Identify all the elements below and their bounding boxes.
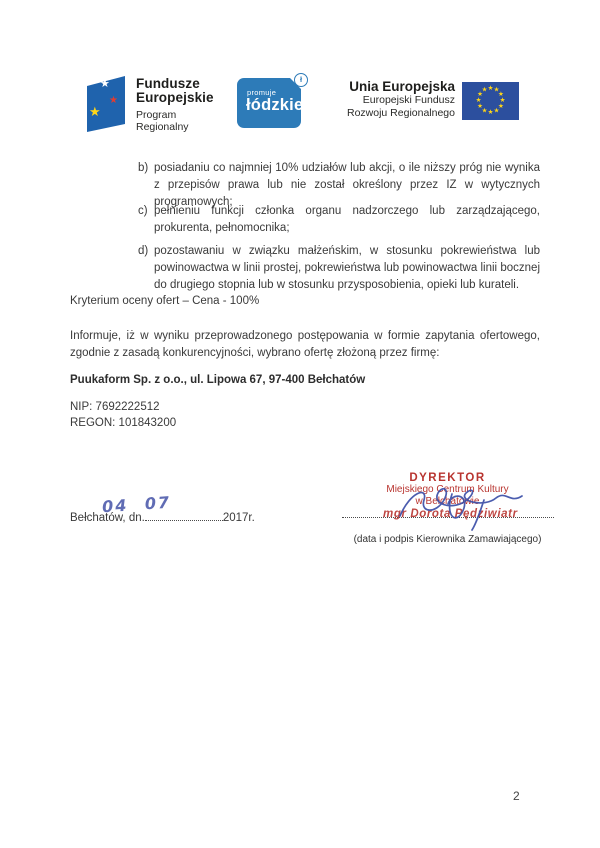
list-item-b-text: posiadaniu co najmniej 10% udziałów lub akcji, o ile niższy próg nie wynika z przepisów prawa lub nie został określony przez IZ w wytycznych programowych; bbox=[154, 162, 540, 208]
eu-flag-star: ★ bbox=[493, 107, 500, 115]
unia-subtitle-line1: Europejski Fundusz bbox=[362, 94, 455, 106]
eu-flag-star: ★ bbox=[499, 97, 506, 104]
lodzkie-badge bbox=[237, 78, 304, 128]
fundusze-logo-text bbox=[136, 77, 230, 133]
list-item-c-label: c) bbox=[138, 205, 148, 217]
eu-flag-star: ★ bbox=[487, 85, 494, 92]
eu-flag-star: ★ bbox=[497, 103, 504, 110]
list-item-d bbox=[138, 243, 540, 294]
stamp-org-line1: Miejskiego Centrum Kultury bbox=[386, 484, 509, 495]
stamp-title: DYREKTOR bbox=[409, 472, 486, 484]
handwritten-signature bbox=[388, 480, 538, 532]
fundusze-subtitle: Program Regionalny bbox=[136, 109, 189, 133]
list-item-b-label: b) bbox=[138, 162, 149, 174]
list-item-d-text: pozostawaniu w związku małżeńskim, w stosunku pokrewieństwa lub powinowactwa w linii prostej, pokrewieństwa lub powinowactwa linii bocznej do drugiego stopnia lub w stosunku przysposobienia, opieki lub kurateli. bbox=[154, 245, 540, 291]
nip-line: NIP: 7692222512 bbox=[70, 401, 160, 413]
list-item-c bbox=[138, 203, 540, 237]
fundusze-title-line2: Europejskie bbox=[136, 90, 214, 105]
regon-line: REGON: 101843200 bbox=[70, 417, 177, 429]
lodzkie-promuje-label: promuje bbox=[247, 88, 277, 97]
lodzkie-trademark-icon: ł bbox=[294, 73, 308, 87]
eu-flag-star: ★ bbox=[475, 97, 482, 104]
signature-caption: (data i podpis Kierownika Zamawiającego) bbox=[353, 534, 542, 545]
list-item-c-text: pełnieniu funkcji członka organu nadzorczego lub zarządzającego, prokurenta, pełnomocnika; bbox=[154, 205, 540, 234]
eu-flag-star: ★ bbox=[481, 107, 488, 115]
unia-europejska-text bbox=[330, 79, 455, 120]
company-line: Puukaform Sp. z o.o., ul. Lipowa 67, 97-400 Bełchatów bbox=[70, 374, 366, 386]
eu-flag-star: ★ bbox=[497, 91, 504, 98]
date-suffix: 2017r. bbox=[222, 512, 255, 524]
info-paragraph: Informuje, iż w wyniku przeprowadzonego postępowania w formie zapytania ofertowego, zgodnie z zasadą konkurencyjności, wybrano ofertę złożoną przez firmę: bbox=[70, 330, 540, 359]
eu-flag-star: ★ bbox=[493, 86, 500, 94]
eu-flag-star: ★ bbox=[487, 109, 494, 116]
handwritten-date: 04 07 bbox=[101, 492, 172, 517]
red-star-icon: ★ bbox=[109, 95, 118, 106]
fundusze-europejskie-logo bbox=[80, 74, 230, 134]
stamp-org-line2: w Bełchatowie bbox=[415, 495, 480, 507]
white-star-icon: ★ bbox=[100, 78, 110, 90]
fundusze-flag-icon bbox=[80, 74, 128, 134]
unia-title: Unia Europejska bbox=[349, 79, 455, 94]
eu-flag-star: ★ bbox=[477, 103, 484, 110]
yellow-star-icon: ★ bbox=[89, 104, 101, 119]
list-item-d-label: d) bbox=[138, 245, 149, 257]
page-number: 2 bbox=[513, 789, 520, 803]
fundusze-title-line1: Fundusze bbox=[136, 76, 200, 91]
date-prefix: Bełchatów, dn. bbox=[70, 512, 145, 524]
eu-flag-star: ★ bbox=[481, 86, 488, 94]
stamp-signatory-name: mgr Dorota Pędziwiatr bbox=[383, 508, 518, 520]
lodzkie-wordmark: łódzkie bbox=[246, 96, 304, 114]
criterion-line: Kryterium oceny ofert – Cena - 100% bbox=[70, 295, 260, 307]
eu-flag-star: ★ bbox=[477, 91, 484, 98]
eu-flag-icon bbox=[462, 82, 519, 120]
unia-subtitle-line2: Rozwoju Regionalnego bbox=[347, 107, 455, 119]
